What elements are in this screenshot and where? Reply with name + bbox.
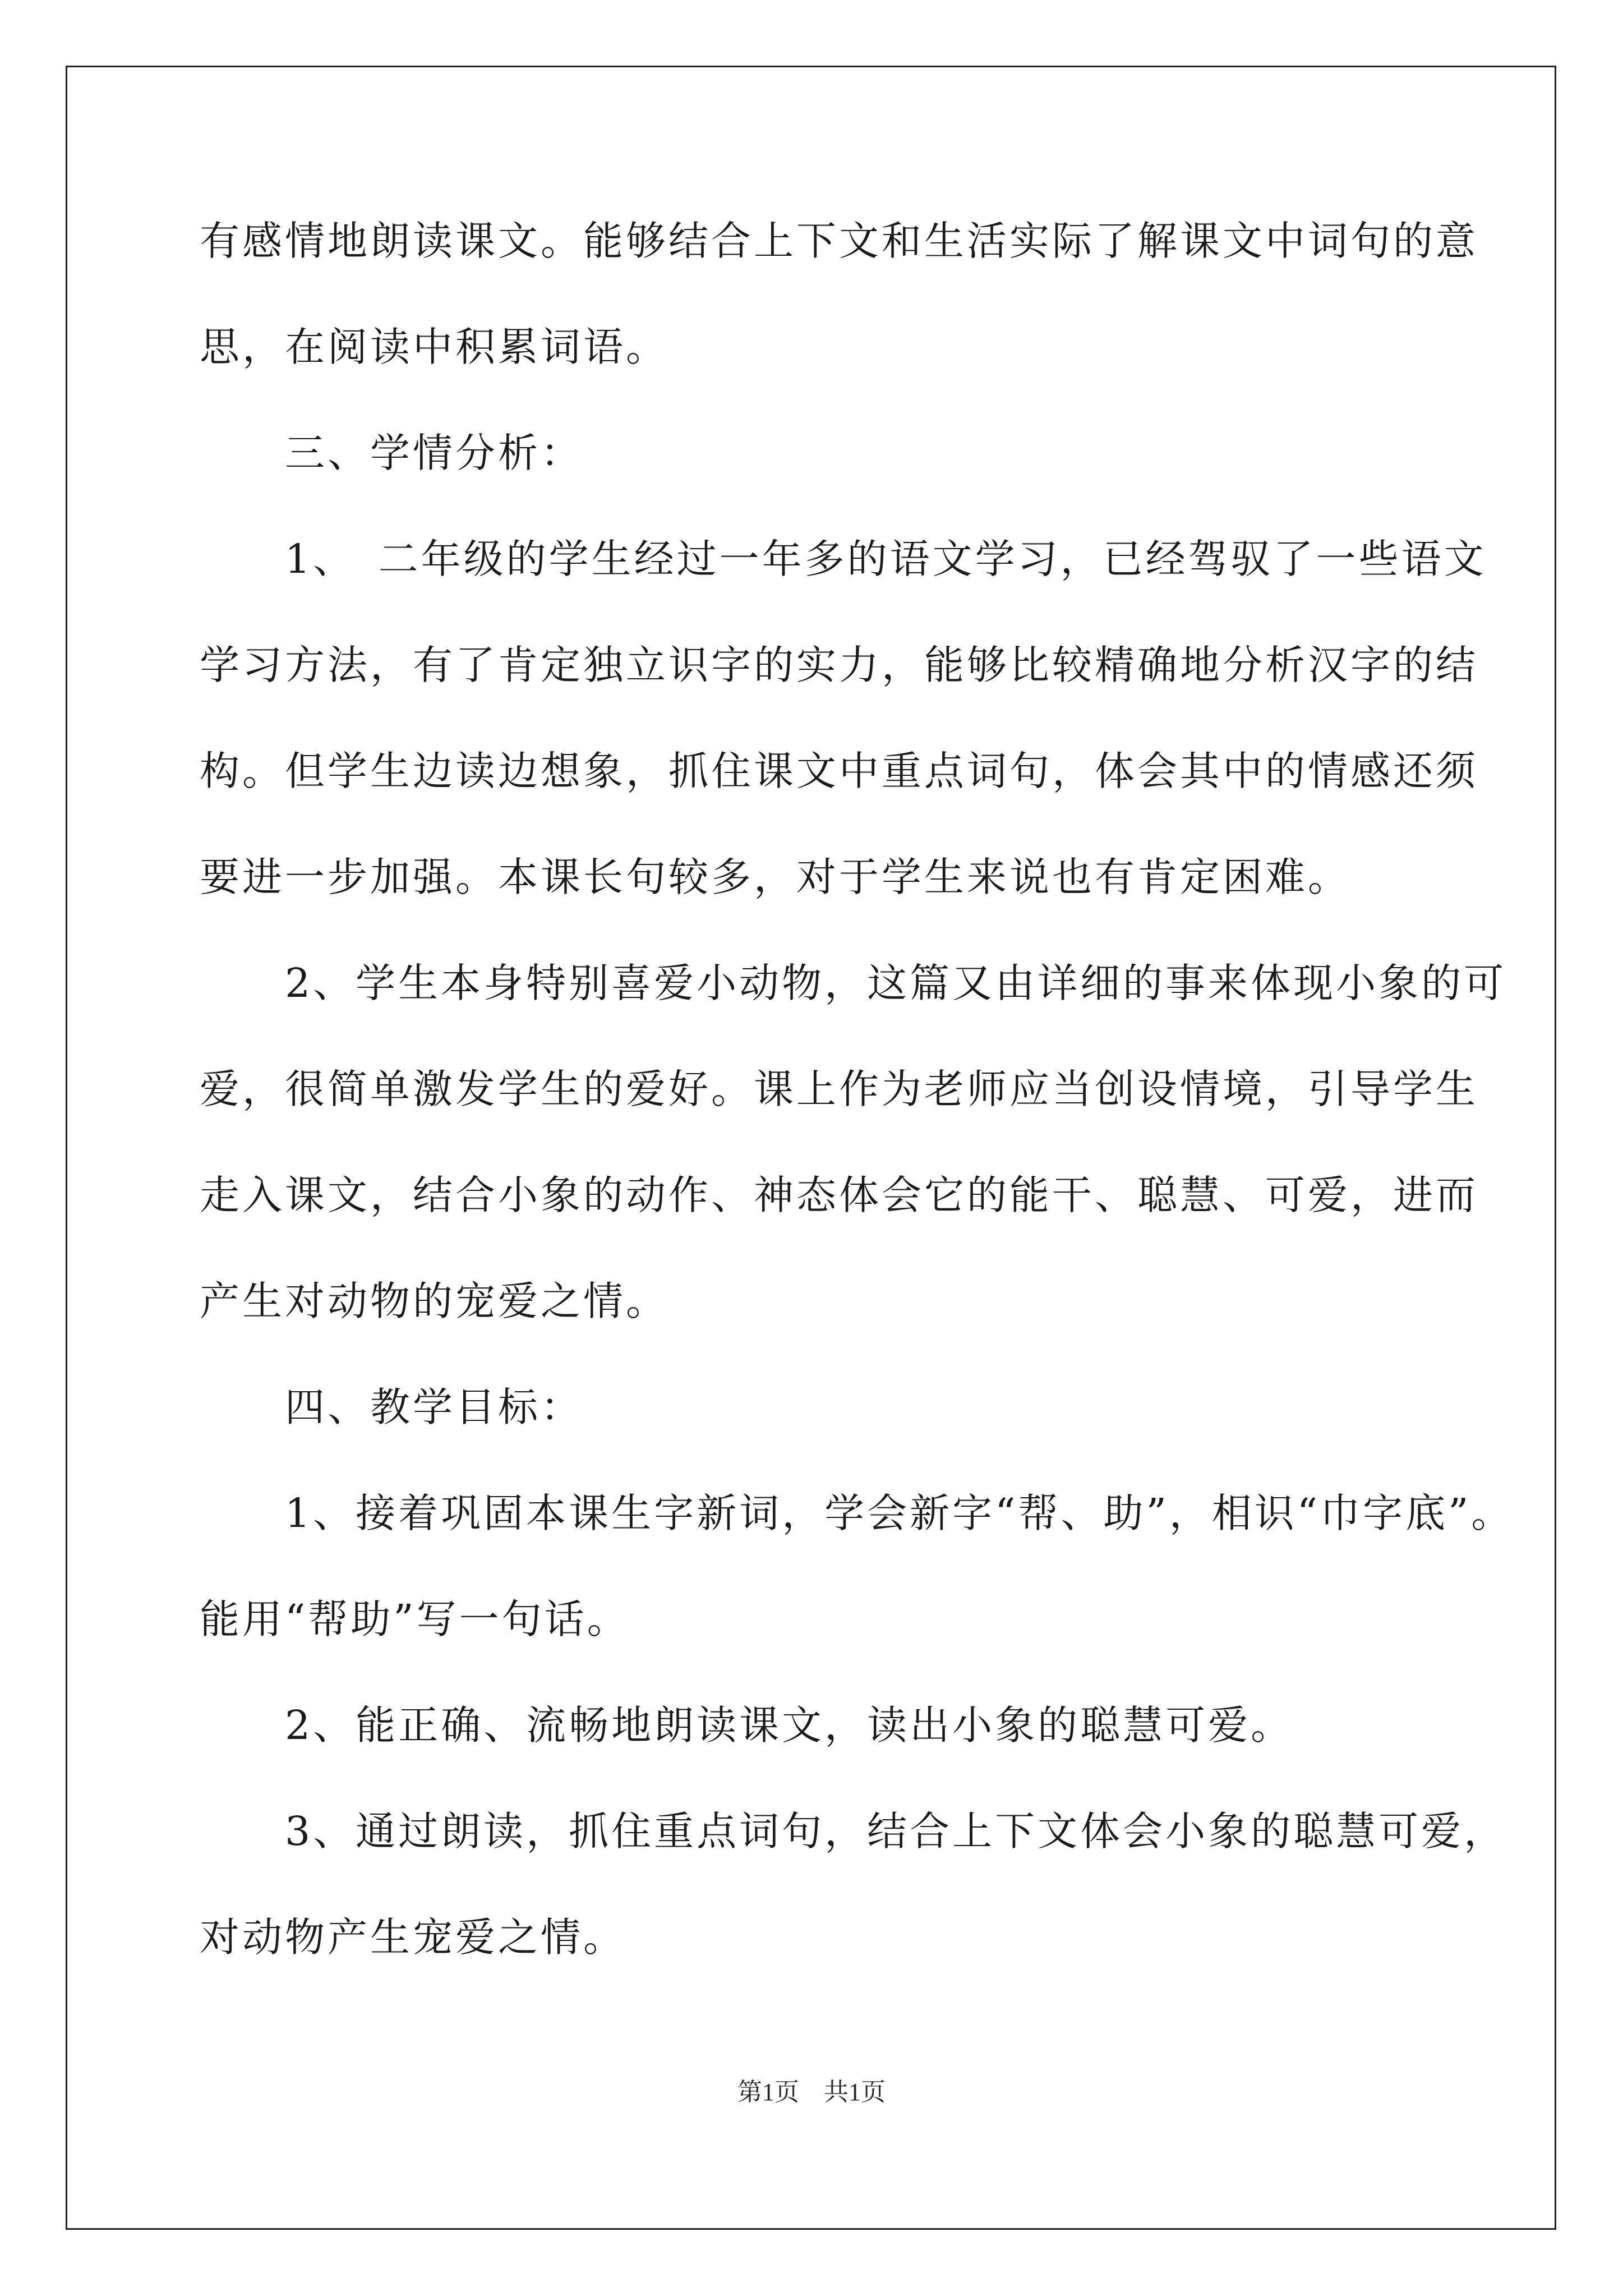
text-line: 1、 二年级的学生经过一年多的语文学习，已经驾驭了一些语文 — [200, 536, 1487, 582]
section-heading: 三、学情分析： — [200, 430, 584, 476]
text-line: 能用“帮助”写一句话。 — [200, 1596, 630, 1642]
text-line: 3、通过朗读，抓住重点词句，结合上下文体会小象的聪慧可爱， — [200, 1808, 1507, 1855]
text-line: 构。但学生边读边想象，抓住课文中重点词句，体会其中的情感还须 — [200, 748, 1479, 794]
text-line: 爱，很简单激发学生的爱好。课上作为老师应当创设情境，引导学生 — [200, 1066, 1479, 1112]
page-border — [66, 66, 1556, 2230]
text-line: 要进一步加强。本课长句较多，对于学生来说也有肯定困难。 — [200, 854, 1351, 900]
text-line: 1、接着巩固本课生字新词，学会新字“帮、助”，相识“巾字底”。 — [200, 1490, 1514, 1536]
page-number-footer: 第1页 共1页 — [737, 2078, 886, 2106]
text-line: 思，在阅读中积累词语。 — [200, 324, 669, 370]
text-line: 2、能正确、流畅地朗读课文，读出小象的聪慧可爱。 — [200, 1702, 1294, 1749]
text-line: 对动物产生宠爱之情。 — [200, 1914, 626, 1961]
section-heading: 四、教学目标： — [200, 1384, 584, 1430]
text-line: 走入课文，结合小象的动作、神态体会它的能干、聪慧、可爱，进而 — [200, 1172, 1479, 1218]
text-line: 学习方法，有了肯定独立识字的实力，能够比较精确地分析汉字的结 — [200, 642, 1479, 688]
text-line: 有感情地朗读课文。能够结合上下文和生活实际了解课文中词句的意 — [200, 218, 1479, 264]
text-line: 2、学生本身特别喜爱小动物，这篇又由详细的事来体现小象的可 — [200, 960, 1507, 1006]
text-line: 产生对动物的宠爱之情。 — [200, 1278, 669, 1324]
